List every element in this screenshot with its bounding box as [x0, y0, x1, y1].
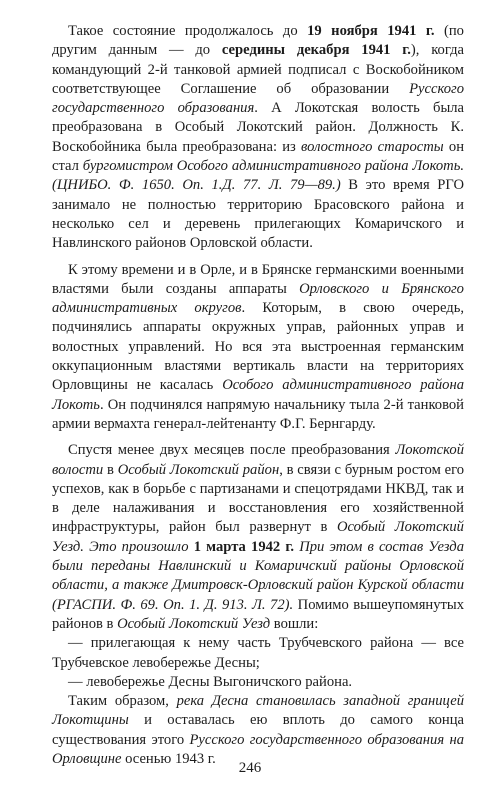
page-number: 246: [238, 760, 262, 776]
text-segment: и оставалась ею вплоть до самого конца существования этого: [52, 712, 464, 748]
paragraph: [52, 441, 464, 634]
text-segment: середины декабря 1941 г.: [221, 42, 411, 59]
text-segment: Особого административного района Локоть: [52, 377, 464, 413]
text-segment: Помимо вышеупомянутых районов в: [52, 596, 464, 632]
text-segment: Таким образом,: [68, 693, 177, 710]
list-item: [52, 634, 464, 673]
text-segment: . А Локотская волость была преобразована в Особый Локотский район. Должность К. Воскобойника была преобразована: из: [52, 100, 465, 155]
text-segment: К этому времени и в Орле, и в Брянске германскими военными властями были созданы аппараты: [52, 261, 464, 297]
list-item: [52, 692, 464, 769]
text-segment: , в связи с бурным ростом его успехов, как в борьбе с партизанами и спецотрядами НКВД, так и в деле налаживания и восстановления его хозяйственной инфраструктуры, район был развернут в: [52, 461, 464, 536]
text-segment: Спустя менее двух месяцев после преобразования: [68, 442, 396, 459]
text-segment: бургомистром Особого административного района Локоть. (ЦНИБО. Ф. 1650. Оп. 1.Д. 77. Л. 79—89.): [52, 158, 464, 194]
text-segment: ), когда командующий 2-й танковой армией подписал с Воскобойником соответствующее Соглашение об образовании: [52, 42, 464, 97]
text-segment: При этом в состав Уезда были переданы Навлинский и Комаричский районы Орловской области, а также Дмитровск-Орловский район Курской области (РГАСПИ. Ф. 69. Оп. 1. Д. 913. Л. 72).: [52, 538, 464, 613]
text-segment: в: [103, 461, 118, 478]
text-segment: Русского государственного образования на Орловщине: [52, 731, 464, 767]
text-segment: 1 марта 1942 г.: [193, 538, 295, 555]
list-item: [52, 673, 464, 692]
text-segment: (по другим данным — до: [52, 23, 464, 59]
text-segment: Локотской волости: [52, 442, 464, 478]
page-body: [52, 22, 464, 769]
text-segment: Особый Локотский Уезд. Это произошло: [52, 519, 464, 555]
text-segment: Такое состояние продолжалось до: [68, 23, 308, 39]
text-segment: — прилегающая к нему часть Трубчевского района — все Трубчевское левобережье Десны;: [52, 635, 464, 671]
text-segment: Русского государственного образования: [52, 80, 464, 117]
text-segment: осенью 1943 г.: [121, 750, 216, 767]
text-segment: Особый Локотский район: [117, 461, 280, 478]
text-segment: 19 ноября 1941 г.: [307, 23, 435, 39]
text-segment: . Которым, в свою очередь, подчинялись аппараты окружных управ, районных управ и волостных управлений. Но вся эта выстроенная германским оккупационным властями вертикаль власти на территориях Орловщины не касалась: [52, 300, 464, 394]
text-segment: река Десна становилась западной границей Локотщины: [52, 693, 464, 729]
text-segment: он стал: [52, 138, 465, 175]
paragraph: [52, 22, 464, 254]
text-segment: — левобережье Десны Выгоничского района.: [68, 673, 353, 690]
text-segment: Особый Локотский Уезд: [117, 615, 271, 632]
text-segment: В это время РГО занимало не полностью территорию Брасовского района и несколько сел и деревень прилегающих Комаричского и Навлинского районов Орловской области.: [52, 177, 465, 252]
text-segment: волостного старосты: [301, 138, 444, 155]
text-segment: . Он подчинялся напрямую начальнику тыла 2-й танковой армии вермахта генерал-лейтенанту Ф.Г. Бернгарду.: [52, 396, 464, 432]
paragraph: [52, 261, 464, 435]
text-segment: вошли:: [270, 615, 319, 632]
text-segment: Орловского и Брянского административных округов: [52, 280, 464, 317]
